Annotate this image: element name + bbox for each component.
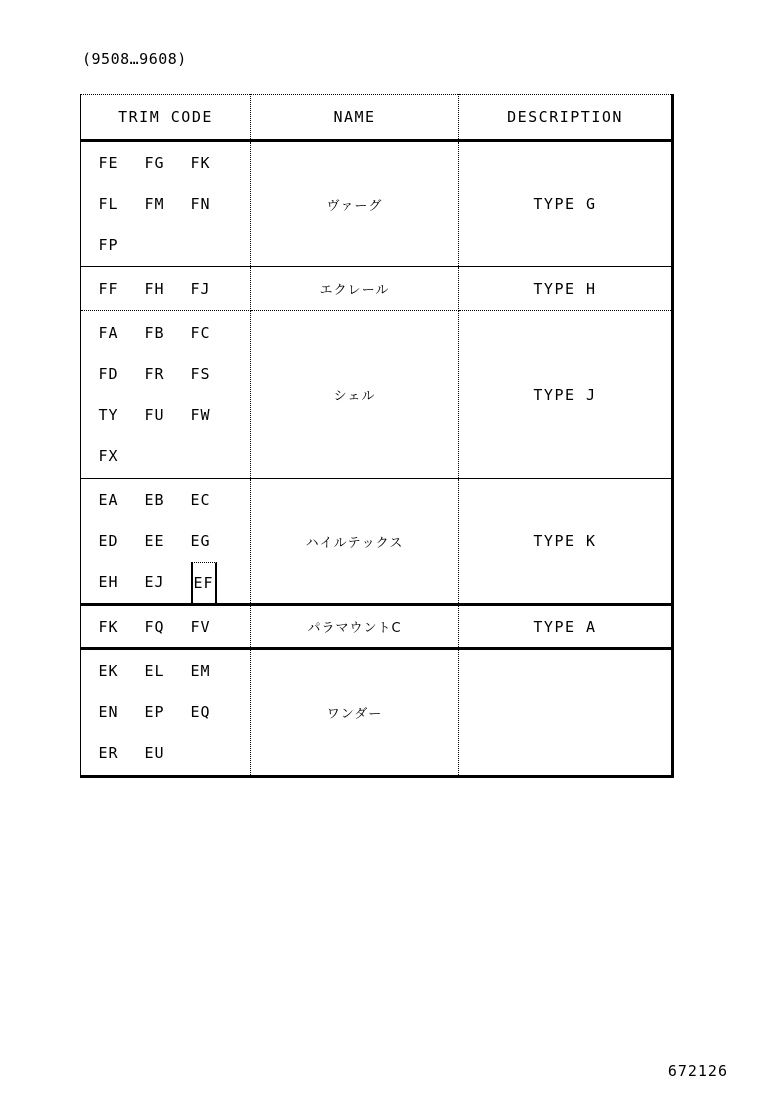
trim-description-cell [459, 649, 673, 777]
trim-code: EB [144, 490, 165, 509]
trim-code: FX [98, 446, 119, 465]
trim-code: FW [190, 405, 211, 424]
trim-code: EJ [144, 572, 165, 591]
trim-code-cell [81, 649, 251, 777]
trim-code: EE [144, 531, 165, 550]
table-row [81, 141, 673, 267]
trim-code: EQ [190, 703, 211, 721]
trim-code: EK [98, 662, 119, 680]
column-header-description: DESCRIPTION [459, 95, 673, 141]
table-row [81, 605, 673, 649]
trim-code-cell [81, 141, 251, 267]
trim-code-boxed: EF [191, 562, 217, 606]
trim-code: FQ [144, 617, 165, 636]
trim-code: FA [98, 323, 119, 342]
trim-name-cell: ワンダー [251, 649, 459, 777]
trim-name-cell: ハイルテックス [251, 479, 459, 605]
trim-code: FR [144, 364, 165, 383]
trim-code: FD [98, 364, 119, 383]
trim-description-cell: TYPE J [459, 311, 673, 479]
trim-code: ED [98, 531, 119, 550]
trim-code: EC [190, 490, 211, 509]
trim-code: FK [190, 153, 211, 172]
trim-description-cell: TYPE K [459, 479, 673, 605]
drawing-id: 672126 [667, 1062, 728, 1080]
trim-code: FB [144, 323, 165, 342]
trim-code-table [80, 94, 674, 778]
trim-code: FC [190, 323, 211, 342]
table-row [81, 649, 673, 777]
trim-name-cell: ヴァーグ [251, 141, 459, 267]
trim-code: FP [98, 235, 119, 254]
trim-code: FE [98, 153, 119, 172]
trim-code: EM [190, 662, 211, 680]
trim-description-cell: TYPE H [459, 267, 673, 311]
trim-code: TY [98, 405, 119, 424]
trim-code: FG [144, 153, 165, 172]
trim-code: EP [144, 703, 165, 721]
trim-code: EL [144, 662, 165, 680]
trim-code: FM [144, 194, 165, 213]
trim-description-cell: TYPE G [459, 141, 673, 267]
trim-code: FV [190, 617, 211, 636]
trim-code: EH [98, 572, 119, 591]
trim-code-cell [81, 311, 251, 479]
trim-code: EN [98, 703, 119, 721]
trim-code: FH [144, 279, 165, 298]
table-row [81, 479, 673, 605]
date-range-label: (9508…9608) [82, 50, 187, 68]
trim-code: EG [190, 531, 211, 550]
trim-code: FS [190, 364, 211, 383]
trim-code: EA [98, 490, 119, 509]
trim-code: EU [144, 744, 165, 762]
trim-name-cell: パラマウントC [251, 605, 459, 649]
trim-code: FN [190, 194, 211, 213]
trim-code: FK [98, 617, 119, 636]
trim-code-cell [81, 267, 251, 311]
trim-code-cell [81, 605, 251, 649]
table-header-row [81, 95, 673, 141]
trim-name-cell: シェル [251, 311, 459, 479]
trim-code: FU [144, 405, 165, 424]
trim-code: FL [98, 194, 119, 213]
trim-code [191, 562, 237, 603]
column-header-trim-code: TRIM CODE [81, 95, 251, 141]
table-row [81, 267, 673, 311]
trim-code: FJ [190, 279, 211, 298]
trim-description-cell: TYPE A [459, 605, 673, 649]
trim-code: FF [98, 279, 119, 298]
trim-name-cell: エクレール [251, 267, 459, 311]
trim-code-cell [81, 479, 251, 605]
column-header-name: NAME [251, 95, 459, 141]
table-row [81, 311, 673, 479]
trim-code: ER [98, 744, 119, 762]
